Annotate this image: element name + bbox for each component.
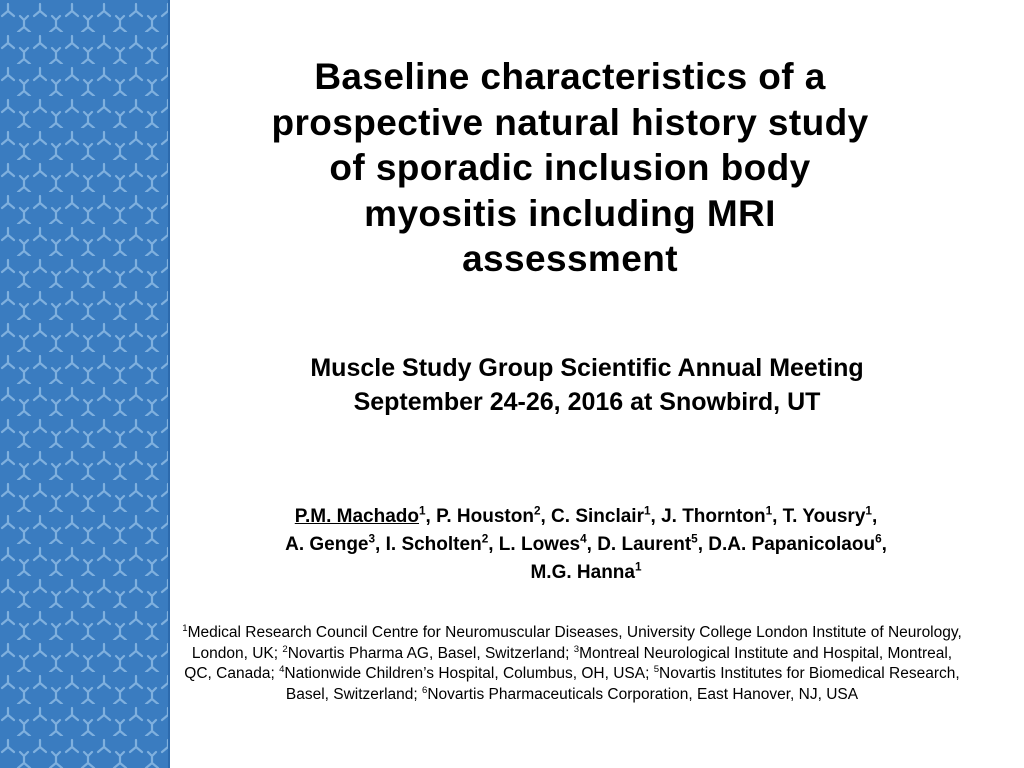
affiliation-number: 1 — [182, 622, 188, 634]
author-separator: , — [488, 534, 499, 555]
author-name: D. Laurent — [597, 534, 692, 555]
author-name: P. Houston — [436, 506, 534, 527]
author-affiliation-number: 5 — [691, 532, 698, 546]
title-line: Baseline characteristics of a — [314, 56, 826, 97]
affiliation-number: 2 — [282, 643, 288, 655]
decorative-sidebar — [0, 0, 168, 768]
author — [783, 506, 878, 527]
author-name: I. Scholten — [385, 534, 482, 555]
meeting-date-location: September 24-26, 2016 at Snowbird, UT — [353, 388, 821, 416]
author — [285, 534, 386, 555]
author-name: T. Yousry — [782, 506, 866, 527]
title-line: myositis including MRI — [364, 192, 776, 234]
title-line: of sporadic inclusion body — [329, 147, 811, 188]
author — [499, 534, 597, 555]
affiliation-number: 3 — [573, 643, 580, 655]
author-separator: , — [586, 534, 598, 555]
author-name: L. Lowes — [498, 534, 581, 555]
author-affiliation-number: 3 — [368, 532, 376, 546]
author — [436, 506, 551, 527]
author-affiliation-number: 6 — [875, 532, 882, 546]
sidebar-edge — [168, 0, 170, 768]
author-separator: , — [881, 534, 887, 555]
affiliation-text: Montreal Neurological Institute and Hospital, Montreal, QC, Canada; — [184, 644, 953, 682]
author — [708, 534, 887, 555]
affiliation-number: 6 — [422, 684, 428, 696]
author-affiliation-number: 1 — [765, 504, 773, 518]
author-separator: , — [650, 506, 662, 527]
author-list — [200, 503, 972, 587]
author — [386, 534, 499, 555]
author-presenter — [295, 506, 436, 527]
author-name: C. Sinclair — [551, 506, 644, 527]
author-name: M.G. Hanna — [530, 562, 635, 583]
affiliation-list — [180, 623, 964, 705]
author-affiliation-number: 4 — [580, 532, 587, 546]
title-line: assessment — [462, 238, 678, 279]
affiliation-text: Nationwide Children’s Hospital, Columbus, OH, USA; — [284, 665, 654, 682]
author-name: P.M. Machado — [294, 506, 419, 527]
author-affiliation-number: 2 — [481, 532, 489, 546]
author-affiliation-number: 1 — [634, 560, 642, 574]
author-separator: , — [697, 534, 709, 555]
title-line: prospective natural history study — [271, 101, 869, 143]
affiliation-number: 5 — [653, 663, 660, 675]
author — [661, 506, 783, 527]
affiliation-text: Medical Research Council Centre for Neuromuscular Diseases, University College London Institute of Neurology, London, UK; — [187, 624, 962, 662]
author-affiliation-number: 2 — [533, 504, 541, 518]
meeting-name: Muscle Study Group Scientific Annual Meeting — [310, 354, 864, 382]
author-separator: , — [375, 534, 386, 555]
author-name: D.A. Papanicolaou — [708, 534, 876, 555]
meeting-info — [240, 351, 934, 419]
author — [551, 506, 661, 527]
author-affiliation-number: 1 — [419, 504, 426, 518]
author-separator: , — [425, 506, 437, 527]
author-separator: , — [871, 506, 878, 527]
affiliation-text: Novartis Institutes for Biomedical Research, Basel, Switzerland; — [285, 665, 960, 703]
author-name: A. Genge — [285, 534, 369, 555]
slide-title — [200, 54, 940, 282]
author-affiliation-number: 1 — [643, 504, 651, 518]
affiliation-text: Novartis Pharma AG, Basel, Switzerland; — [287, 644, 574, 662]
affiliation-text: Novartis Pharmaceuticals Corporation, East Hanover, NJ, USA — [427, 685, 859, 703]
author-separator: , — [540, 506, 552, 527]
author — [597, 534, 708, 555]
author-affiliation-number: 1 — [865, 504, 872, 518]
author-separator: , — [772, 506, 783, 527]
author — [530, 562, 641, 583]
affiliation-number: 4 — [279, 663, 285, 675]
author-name: J. Thornton — [661, 506, 766, 527]
